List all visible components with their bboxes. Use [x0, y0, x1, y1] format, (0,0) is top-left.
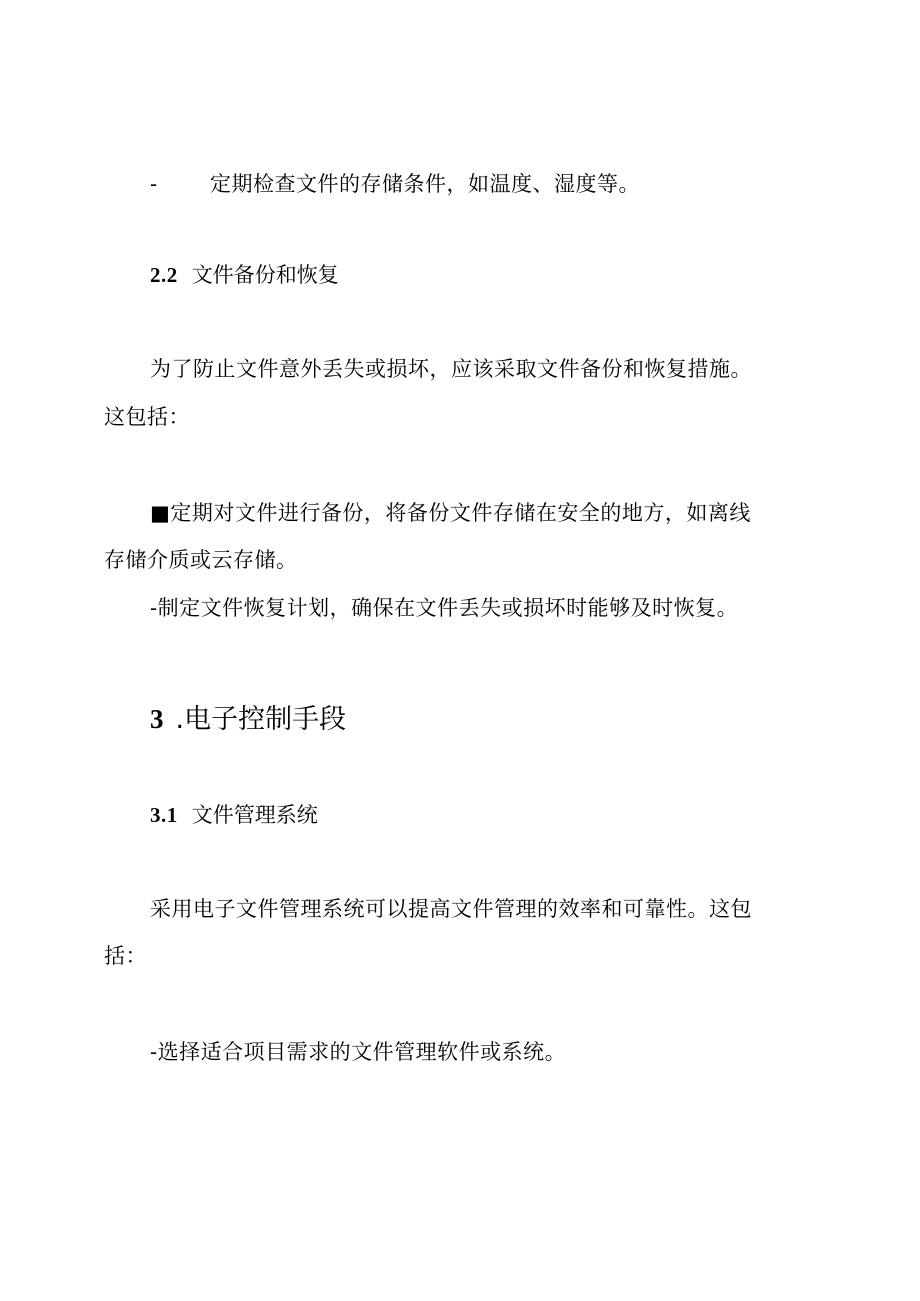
paragraph-backup-line-1: 为了防止文件意外丢失或损坏，应该采取文件备份和恢复措施。	[150, 357, 752, 381]
section-title: .电子控制手段	[175, 704, 347, 735]
section-heading-3-1	[150, 801, 318, 829]
section-number: 2.2	[150, 263, 178, 287]
section-title: 文件备份和恢复	[191, 263, 339, 287]
storage-bullet-item	[150, 170, 640, 198]
software-bullet-item: -选择适合项目需求的文件管理软件或系统。	[150, 1040, 567, 1064]
backup-bullet-line-1: ■定期对文件进行备份，将备份文件存储在安全的地方，如离线	[150, 501, 751, 525]
recovery-bullet-item: -制定文件恢复计划，确保在文件丢失或损坏时能够及时恢复。	[150, 596, 739, 620]
section-heading-3	[150, 702, 346, 740]
backup-bullet-line-2: 存储介质或云存储。	[104, 548, 298, 572]
bullet-dash: -	[150, 172, 158, 196]
paragraph-system-line-2: 括：	[104, 944, 147, 968]
section-heading-2-2	[150, 261, 339, 289]
section-title: 文件管理系统	[191, 803, 318, 827]
bullet-text: 定期检查文件的存储条件，如温度、湿度等。	[210, 172, 640, 196]
section-number: 3.1	[150, 803, 178, 827]
section-number: 3	[150, 704, 164, 734]
paragraph-system-line-1: 采用电子文件管理系统可以提高文件管理的效率和可靠性。这包	[150, 897, 752, 921]
paragraph-backup-line-2: 这包括：	[104, 405, 190, 429]
